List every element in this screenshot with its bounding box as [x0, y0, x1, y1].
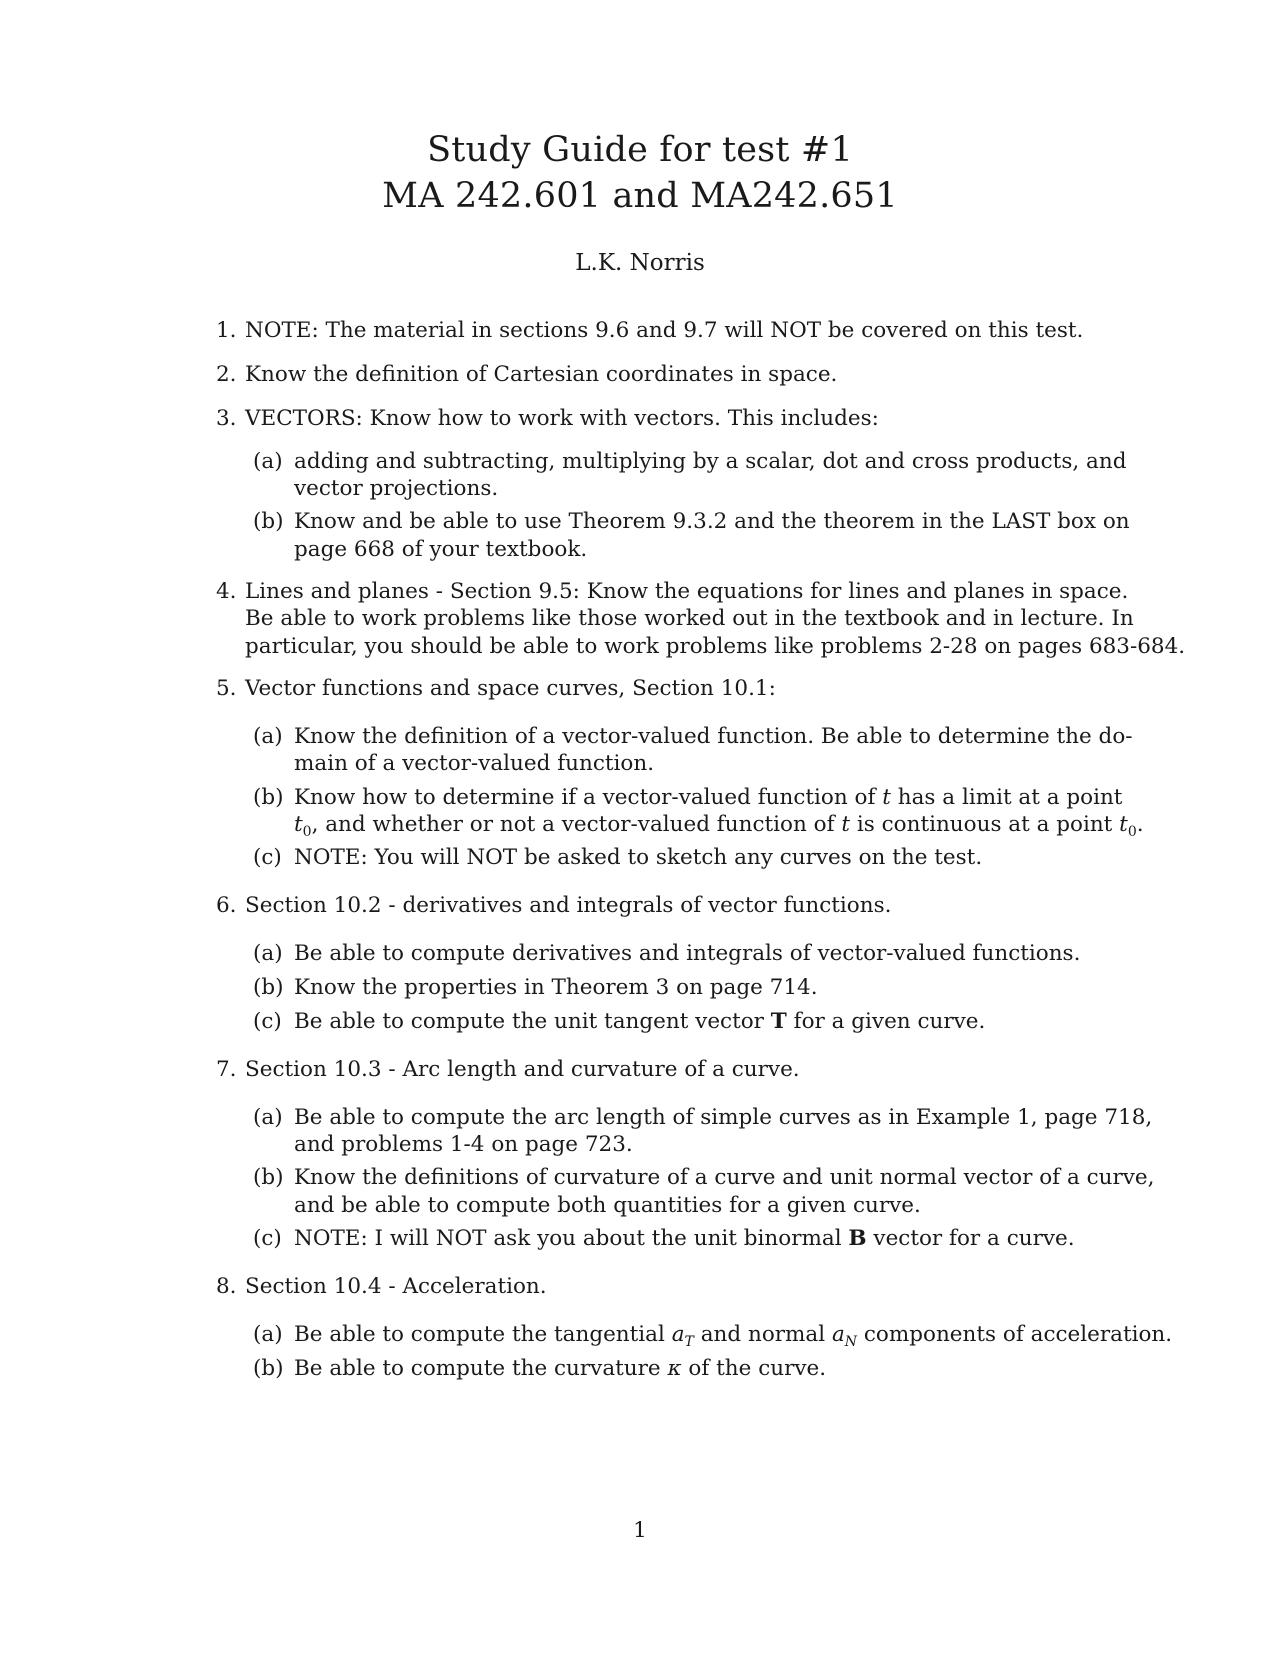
math-var-t0: t — [294, 812, 303, 837]
item-5a-line-2: main of a vector-valued function. — [294, 751, 655, 776]
math-subscript-N: N — [844, 1334, 858, 1350]
item-8b-text — [294, 1358, 826, 1380]
item-2-text: Know the definition of Cartesian coordinates in space. — [245, 362, 838, 387]
item-2-number: 2. — [216, 362, 237, 387]
item-8b-post: of the curve. — [681, 1356, 827, 1381]
item-8b-pre: Be able to compute the curvature — [294, 1356, 668, 1381]
item-7b-label: (b) — [253, 1165, 284, 1190]
item-3a-line-1: adding and subtracting, multiplying by a scalar, dot and cross products, and — [294, 449, 1127, 474]
page-number: 1 — [633, 1518, 647, 1543]
item-3a-line-2: vector projections. — [294, 476, 499, 501]
unit-tangent-symbol: T — [770, 1009, 787, 1034]
item-7c-pre: NOTE: I will NOT ask you about the unit binormal — [294, 1226, 849, 1251]
course-title: MA 242.601 and MA242.651 — [382, 176, 898, 216]
item-5b-label: (b) — [253, 785, 284, 810]
item-6b-label: (b) — [253, 975, 284, 1000]
math-var-a: a — [671, 1322, 685, 1347]
item-5c-text: NOTE: You will NOT be asked to sketch any curves on the test. — [294, 845, 983, 870]
item-7c-text — [294, 1228, 1075, 1250]
math-var-t0-2: t — [1119, 812, 1128, 837]
item-5b-line-1-post: has a limit at a point — [890, 785, 1123, 810]
item-3b-line-2: page 668 of your textbook. — [294, 537, 588, 562]
item-5c-label: (c) — [253, 845, 282, 870]
math-var-t: t — [882, 785, 891, 810]
item-8-text: Section 10.4 - Acceleration. — [245, 1274, 547, 1299]
math-var-a-2: a — [831, 1322, 845, 1347]
item-8a-label: (a) — [253, 1322, 283, 1347]
item-3b-label: (b) — [253, 509, 284, 534]
item-7c-post: vector for a curve. — [866, 1226, 1075, 1251]
item-5a-line-1: Know the definition of a vector-valued function. Be able to determine the do- — [294, 724, 1133, 749]
item-4-line-3: particular, you should be able to work problems like problems 2-28 on pages 683-684. — [245, 634, 1186, 659]
item-8a-text — [294, 1324, 1172, 1349]
math-subscript-0: 0 — [302, 824, 312, 840]
item-6c-pre: Be able to compute the unit tangent vector — [294, 1009, 771, 1034]
item-1-number: 1. — [216, 318, 237, 343]
item-4-number: 4. — [216, 579, 237, 604]
item-5b-line-1-pre: Know how to determine if a vector-valued function of — [294, 785, 883, 810]
item-5b-line-2-mid: , and whether or not a vector-valued function of — [311, 812, 842, 837]
unit-binormal-symbol: B — [848, 1226, 867, 1251]
item-1-text: NOTE: The material in sections 9.6 and 9.7 will NOT be covered on this test. — [245, 318, 1084, 343]
item-7b-line-1: Know the definitions of curvature of a curve and unit normal vector of a curve, — [294, 1165, 1155, 1190]
item-8-number: 8. — [216, 1274, 237, 1299]
math-subscript-0-2: 0 — [1127, 824, 1137, 840]
item-6b-text: Know the properties in Theorem 3 on page 714. — [294, 975, 818, 1000]
item-6-text: Section 10.2 - derivatives and integrals of vector functions. — [245, 893, 892, 918]
item-6c-text — [294, 1011, 985, 1033]
item-3a-label: (a) — [253, 449, 283, 474]
item-7a-label: (a) — [253, 1105, 283, 1130]
item-4-line-2: Be able to work problems like those worked out in the textbook and in lecture. In — [245, 606, 1134, 631]
item-5-number: 5. — [216, 676, 237, 701]
item-8a-mid: and normal — [693, 1322, 832, 1347]
item-6a-label: (a) — [253, 941, 283, 966]
item-8a-pre: Be able to compute the tangential — [294, 1322, 672, 1347]
item-5b-line-2-mid2: is continuous at a point — [850, 812, 1120, 837]
item-5b-line-2 — [294, 814, 1144, 839]
item-7b-line-2: and be able to compute both quantities for a given curve. — [294, 1193, 921, 1218]
item-3-text: VECTORS: Know how to work with vectors. This includes: — [245, 406, 879, 431]
item-3b-line-1: Know and be able to use Theorem 9.3.2 and the theorem in the LAST box on — [294, 509, 1130, 534]
item-6c-post: for a given curve. — [786, 1009, 986, 1034]
item-7a-line-2: and problems 1-4 on page 723. — [294, 1132, 633, 1157]
item-3-number: 3. — [216, 406, 237, 431]
document-title: Study Guide for test #1 — [427, 130, 853, 170]
item-8a-post: components of acceleration. — [857, 1322, 1173, 1347]
math-var-kappa: κ — [667, 1356, 682, 1381]
item-5b-line-1 — [294, 785, 1123, 810]
item-6c-label: (c) — [253, 1009, 282, 1034]
item-7-number: 7. — [216, 1057, 237, 1082]
math-var-t-2: t — [841, 812, 851, 837]
math-subscript-T: T — [684, 1334, 694, 1350]
item-5b-line-2-end: . — [1136, 812, 1144, 837]
author: L.K. Norris — [575, 250, 705, 276]
item-7a-line-1: Be able to compute the arc length of simple curves as in Example 1, page 718, — [294, 1105, 1153, 1130]
item-4-line-1: Lines and planes - Section 9.5: Know the equations for lines and planes in space. — [245, 579, 1129, 604]
item-7c-label: (c) — [253, 1226, 282, 1251]
item-8b-label: (b) — [253, 1356, 284, 1381]
item-7-text: Section 10.3 - Arc length and curvature of a curve. — [245, 1057, 800, 1082]
item-5-text: Vector functions and space curves, Section 10.1: — [245, 676, 776, 701]
item-6a-text: Be able to compute derivatives and integrals of vector-valued functions. — [294, 941, 1081, 966]
item-5a-label: (a) — [253, 724, 283, 749]
item-6-number: 6. — [216, 893, 237, 918]
